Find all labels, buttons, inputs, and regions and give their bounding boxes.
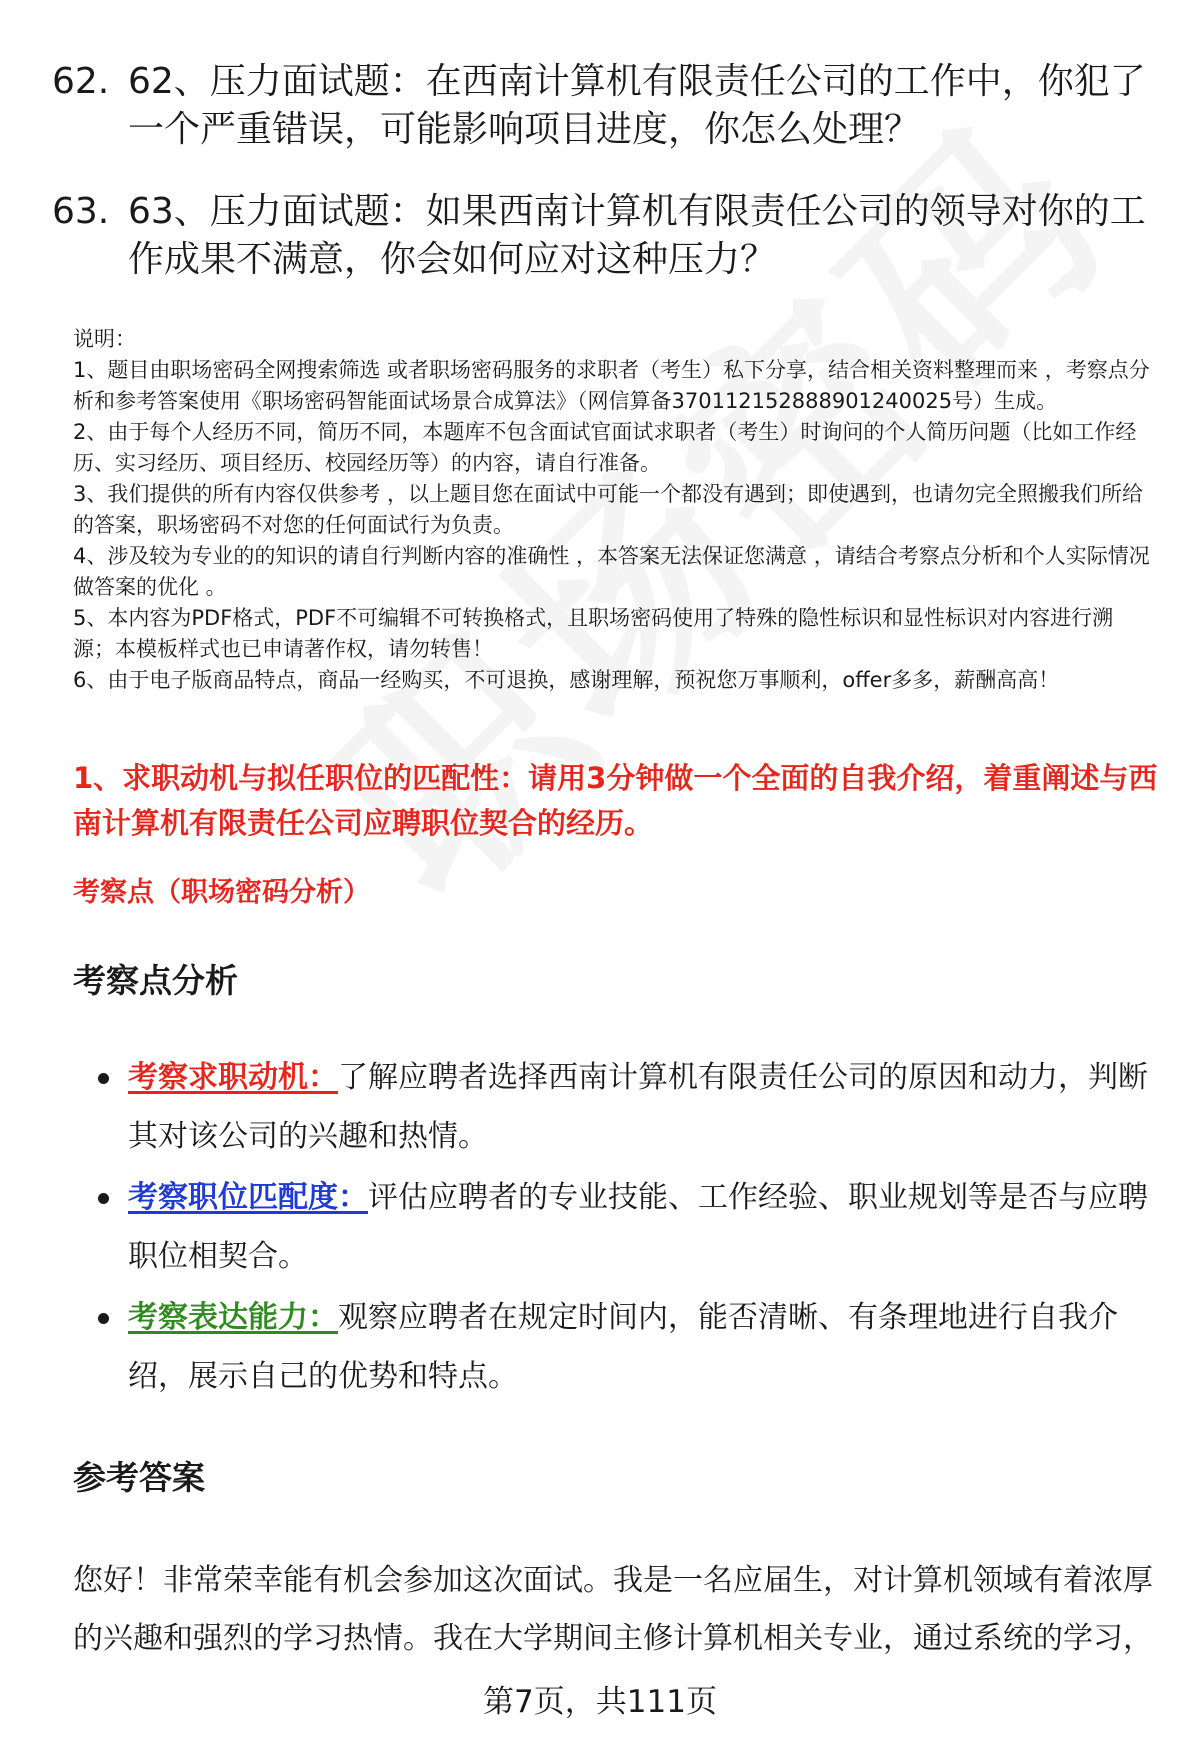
note-item: 5、本内容为PDF格式，PDF不可编辑不可转换格式，且职场密码使用了特殊的隐性标识和显性标识对内容进行溯源；本模板样式也已申请著作权，请勿转售！: [73, 606, 1114, 661]
bullet-label: 考察求职动机：: [128, 1060, 338, 1095]
list-item: [98, 1168, 1158, 1286]
reference-answer: 您好！非常荣幸能有机会参加这次面试。我是一名应届生，对计算机领域有着浓厚的兴趣和强烈的学习热情。我在大学期间主修计算机相关专业，通过系统的学习，: [73, 1563, 1153, 1656]
question-text: 62、压力面试题：在西南计算机有限责任公司的工作中，你犯了一个严重错误，可能影响项目进度，你怎么处理？: [128, 61, 1146, 150]
list-item: [98, 1048, 1158, 1166]
bullet-icon: [98, 1073, 109, 1084]
question-subheading: 考察点（职场密码分析）: [73, 877, 370, 908]
bullet-text: 观察应聘者在规定时间内，能否清晰、有条理地进行自我介绍，展示自己的优势和特点。: [128, 1300, 1118, 1394]
reference-title: 参考答案: [73, 1458, 205, 1497]
notes-title: 说明：: [73, 327, 136, 351]
question-number: 62.: [52, 61, 110, 102]
analysis-title: 考察点分析: [73, 961, 238, 1000]
question-heading: 1、求职动机与拟任职位的匹配性：请用3分钟做一个全面的自我介绍，着重阐述与西南计算机有限责任公司应聘职位契合的经历。: [73, 761, 1158, 840]
bullet-icon: [98, 1313, 109, 1324]
note-item: 1、题目由职场密码全网搜索筛选 或者职场密码服务的求职者（考生）私下分享，结合相关资料整理而来 ，考察点分析和参考答案使用《职场密码智能面试场景合成算法》（网信算备370112152888901240025号）生成。: [73, 358, 1150, 413]
question-list: [52, 58, 1152, 318]
disclaimer-notes: [73, 324, 1153, 696]
bullet-icon: [98, 1193, 109, 1204]
question-text: 63、压力面试题：如果西南计算机有限责任公司的领导对你的工作成果不满意，你会如何应对这种压力？: [128, 191, 1146, 280]
note-item: 4、涉及较为专业的的知识的请自行判断内容的准确性 ，本答案无法保证您满意 ，请结合考察点分析和个人实际情况做答案的优化 。: [73, 544, 1150, 599]
bullet-text: 了解应聘者选择西南计算机有限责任公司的原因和动力，判断其对该公司的兴趣和热情。: [128, 1060, 1148, 1154]
page-footer: 第7页，共111页: [483, 1684, 717, 1720]
analysis-list: [98, 1048, 1158, 1408]
question-number: 63.: [52, 191, 110, 232]
bullet-label: 考察表达能力：: [128, 1300, 338, 1335]
note-item: 6、由于电子版商品特点，商品一经购买，不可退换，感谢理解，预祝您万事顺利，offer多多，薪酬高高！: [73, 668, 1060, 692]
note-item: 3、我们提供的所有内容仅供参考 ，以上题目您在面试中可能一个都没有遇到；即使遇到，也请勿完全照搬我们所给的答案，职场密码不对您的任何面试行为负责。: [73, 482, 1144, 537]
question-item: [52, 58, 1152, 154]
bullet-text: 评估应聘者的专业技能、工作经验、职业规划等是否与应聘职位相契合。: [128, 1180, 1148, 1274]
list-item: [98, 1288, 1158, 1406]
note-item: 2、由于每个人经历不同，简历不同，本题库不包含面试官面试求职者（考生）时询问的个人简历问题（比如工作经历、实习经历、项目经历、校园经历等）的内容，请自行准备。: [73, 420, 1137, 475]
question-item: [52, 188, 1152, 284]
bullet-label: 考察职位匹配度：: [128, 1180, 368, 1215]
